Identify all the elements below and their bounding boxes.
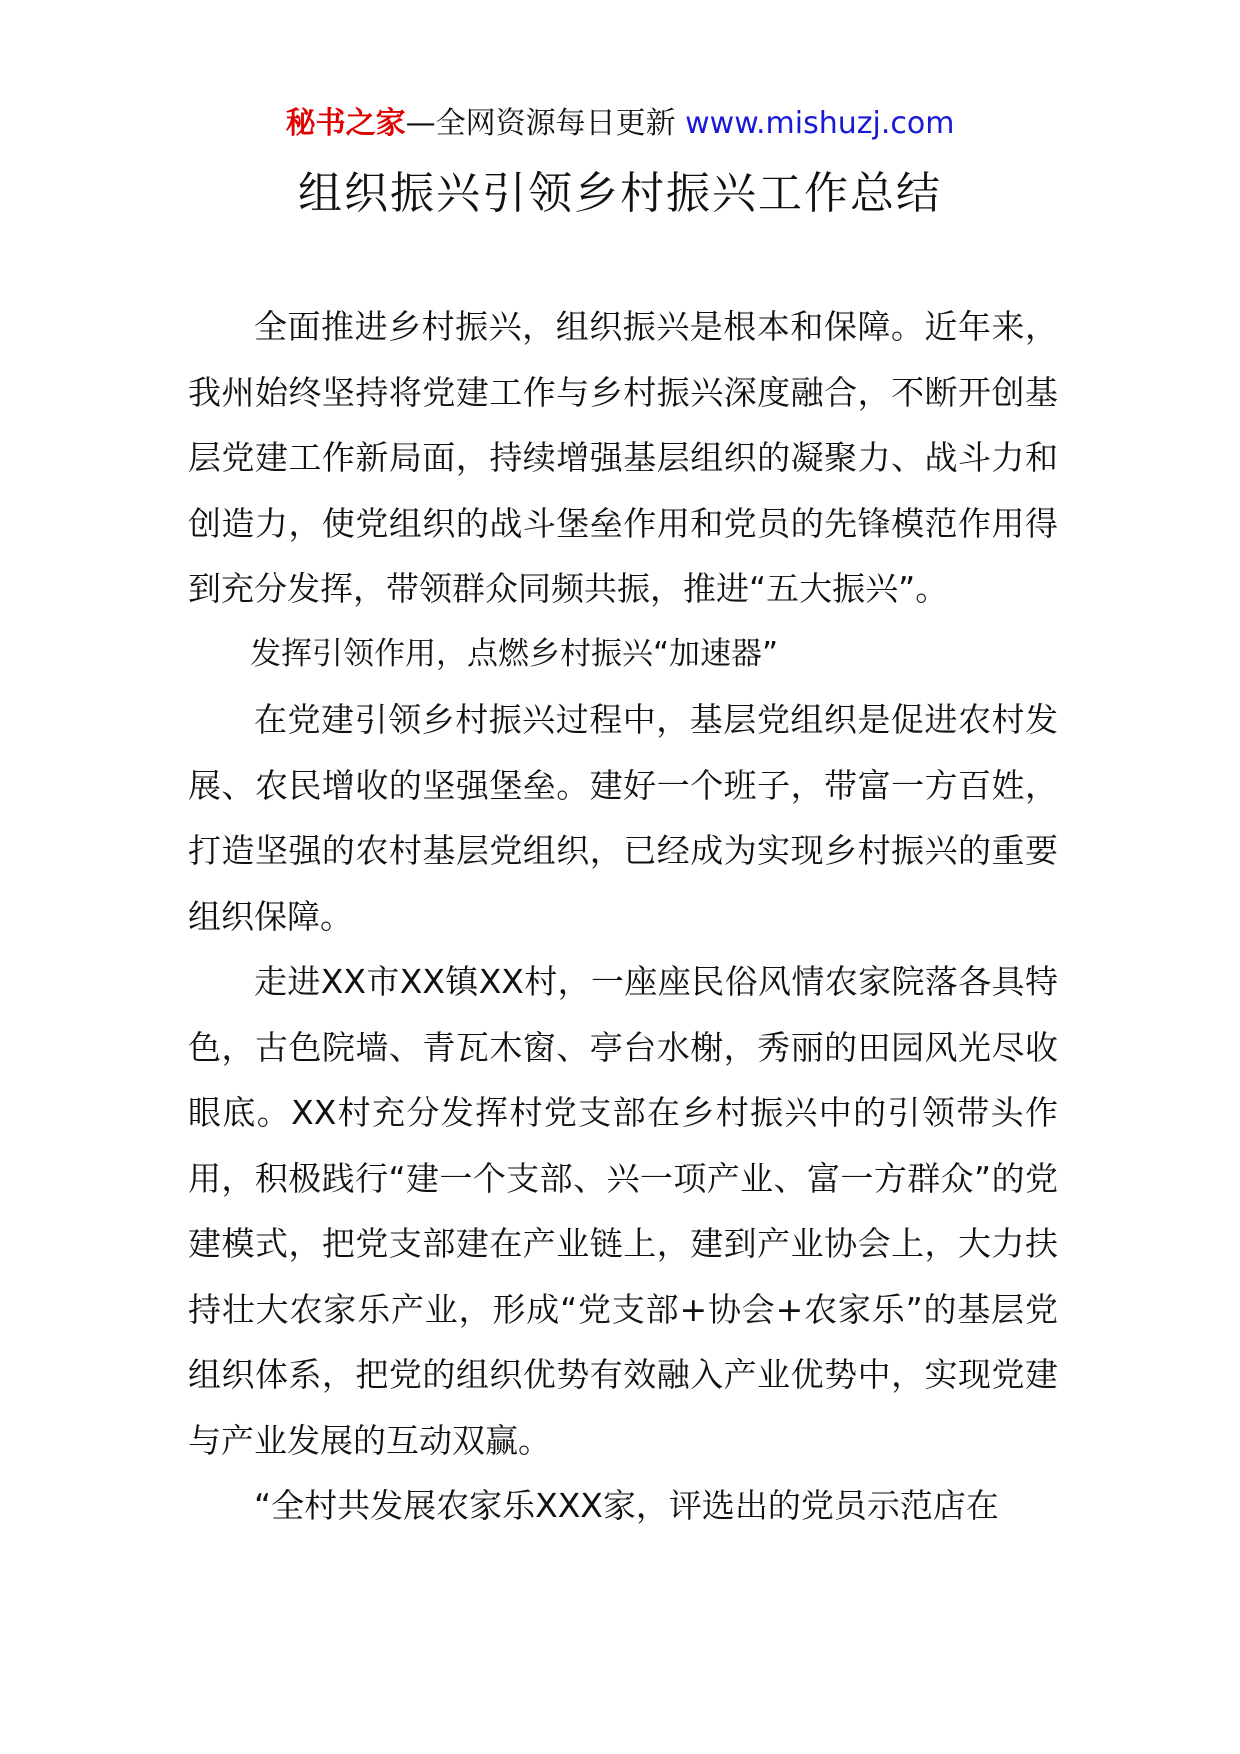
site-tagline: —全网资源每日更新 [405, 106, 686, 141]
site-header [0, 104, 1240, 144]
body-paragraph: “全村共发展农家乐XXX家，评选出的党员示范店在 [254, 1486, 999, 1525]
intro-paragraph: 全面推进乡村振兴，组织振兴是根本和保障。近年来，我州始终坚持将党建工作与乡村振兴深度融合，不断开创基层党建工作新局面，持续增强基层组织的凝聚力、战斗力和创造力，使党组织的战斗堡垒作用和党员的先锋模范作用得到充分发挥，带领群众同频共振，推进“五大振兴”。 [188, 307, 1058, 608]
body-paragraph: 走进XX市XX镇XX村，一座座民俗风情农家院落各具特色，古色院墙、青瓦木窗、亭台水榭，秀丽的田园风光尽收眼底。XX村充分发挥村党支部在乡村振兴中的引领带头作用，积极践行“建一个支部、兴一项产业、富一方群众”的党建模式，把党支部建在产业链上，建到产业协会上，大力扶持壮大农家乐产业，形成“党支部+协会+农家乐”的基层党组织体系，把党的组织优势有效融入产业优势中，实现党建与产业发展的互动双赢。 [188, 962, 1058, 1460]
site-brand: 秘书之家 [285, 106, 406, 141]
section-heading: 发挥引领作用，点燃乡村振兴“加速器” [250, 635, 779, 672]
document-body [188, 294, 1058, 1539]
body-paragraph: 在党建引领乡村振兴过程中，基层党组织是促进农村发展、农民增收的坚强堡垒。建好一个班子，带富一方百姓，打造坚强的农村基层党组织，已经成为实现乡村振兴的重要组织保障。 [188, 700, 1058, 936]
site-url: www.mishuzj.com [685, 106, 955, 141]
document-title: 组织振兴引领乡村振兴工作总结 [298, 168, 942, 219]
